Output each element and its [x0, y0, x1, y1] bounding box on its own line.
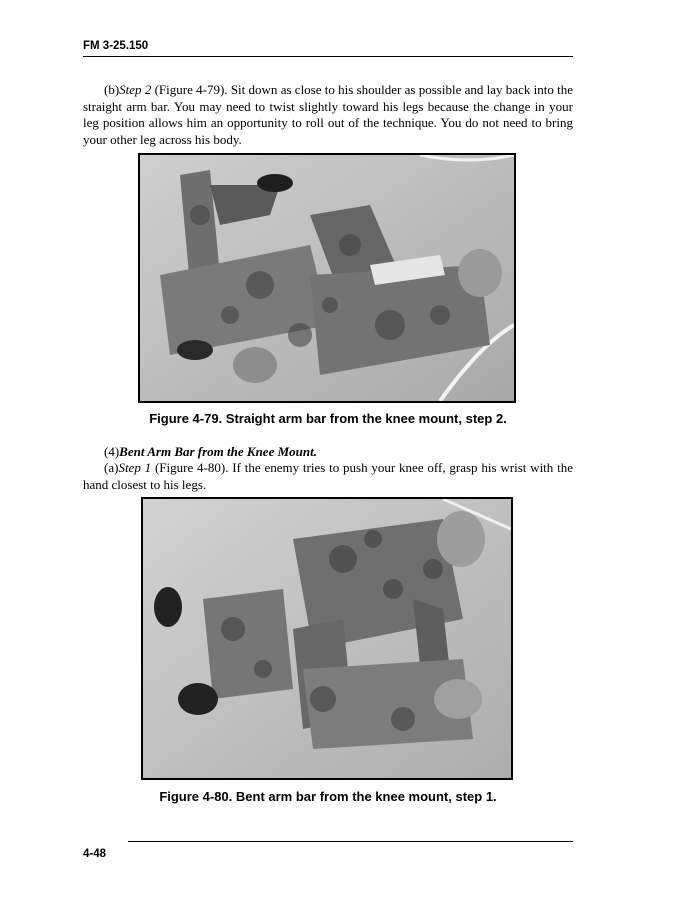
step-2-label: (b)	[104, 82, 120, 97]
step-1-text: (Figure 4-80). If the enemy tries to push your knee off, grasp his wrist with the hand closest to his legs.	[83, 460, 573, 492]
page-number: 4-48	[83, 848, 107, 860]
manual-title: FM 3-25.150	[83, 40, 149, 52]
bent-arm-bar-photo-illustration	[143, 499, 511, 778]
footer-rule	[128, 841, 573, 842]
figure-4-80-photo	[141, 497, 513, 780]
step-2-text: (Figure 4-79). Sit down as close to his shoulder as possible and lay back into the straight arm bar. You may need to twist slightly toward his legs because the change in your leg position allows him an opportunity to roll out of the technique. You do not need to bring your other leg across his body.	[83, 82, 573, 147]
step-1-label: (a)	[104, 460, 119, 475]
section-4-number: (4)	[104, 444, 120, 459]
figure-4-79-photo	[138, 153, 516, 403]
step-2-paragraph	[83, 82, 573, 148]
step-1-paragraph	[83, 460, 573, 493]
running-header	[83, 36, 573, 57]
straight-arm-bar-photo-illustration	[140, 155, 514, 401]
step-2-name: Step 2	[119, 82, 152, 97]
section-4-heading	[83, 444, 573, 461]
step-1-name: Step 1	[118, 460, 152, 475]
figure-4-80-caption: Figure 4-80. Bent arm bar from the knee mount, step 1.	[159, 789, 497, 804]
figure-4-79-caption: Figure 4-79. Straight arm bar from the knee mount, step 2.	[149, 411, 507, 426]
section-4-title: Bent Arm Bar from the Knee Mount.	[119, 444, 317, 459]
